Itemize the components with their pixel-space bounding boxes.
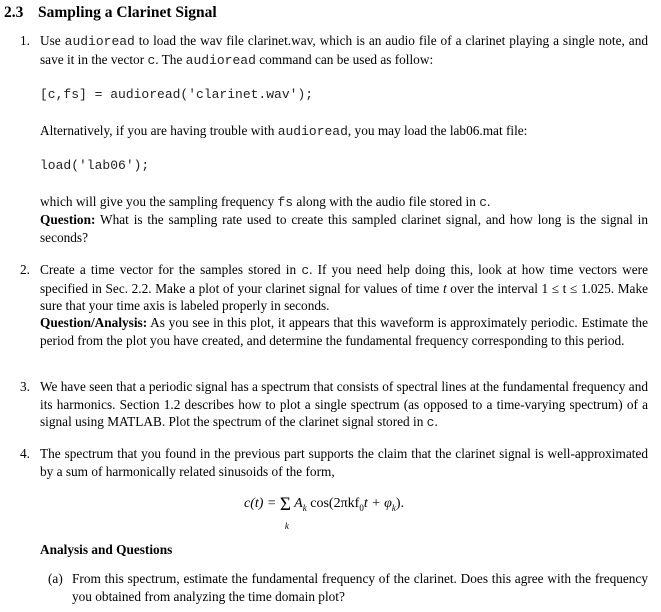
- alternative-paragraph: [40, 122, 648, 141]
- after-paragraph: [40, 193, 648, 212]
- math-var: t: [442, 280, 447, 296]
- text-run: .: [434, 414, 438, 429]
- equation-term: ).: [395, 496, 405, 511]
- text-run: , you may load the lab06.mat file:: [347, 123, 528, 138]
- equation-term: cos(2πkf: [306, 496, 360, 511]
- math-interval: 1 ≤ t ≤ 1.025: [541, 280, 611, 296]
- text-run: Create a time vector for the samples stored in: [40, 262, 302, 277]
- text-run: Use: [40, 33, 65, 48]
- item2-paragraph: [40, 261, 648, 315]
- item-marker: 3.: [20, 379, 30, 394]
- code-line-audioread: [c,fs] = audioread('clarinet.wav');: [40, 87, 314, 102]
- text-run: . The: [155, 51, 186, 67]
- item2-analysis: [40, 314, 648, 349]
- text-run: As you see in this plot, it appears that this waveform is approximately periodic. Estimate the period from the plot you have created, and determine the fundamental frequency corresponding to this period.: [40, 315, 648, 348]
- text-run: to load the wav file clarinet.wav, which is an audio file of a clarinet playing a single note, and save it in the vector: [40, 33, 648, 67]
- code-term: c: [479, 195, 487, 210]
- text-run: Alternatively, if you are having trouble with: [40, 123, 278, 138]
- question-label: Question/Analysis:: [40, 315, 148, 330]
- equation-subscript: 0: [359, 502, 364, 513]
- summation-index: k: [284, 521, 289, 531]
- text-run: over the interval: [446, 280, 542, 296]
- analysis-a-paragraph: From this spectrum, estimate the fundamental frequency of the clarinet. Does this agree with the frequency you obtained from analyzing the time domain plot?: [72, 571, 648, 604]
- equation-subscript: k: [391, 502, 396, 513]
- section-heading: [4, 4, 217, 22]
- text-run: along with the audio file stored in: [293, 194, 480, 209]
- section-number: 2.3: [4, 4, 24, 21]
- code-term: c: [301, 263, 310, 278]
- section-title: Sampling a Clarinet Signal: [38, 4, 217, 21]
- equation-term: A: [290, 496, 303, 511]
- item-marker: 4.: [20, 446, 30, 461]
- code-term: fs: [277, 195, 294, 210]
- item4-paragraph: The spectrum that you found in the previous part supports the claim that the clarinet signal is well-approximated by a sum of harmonically related sinusoids of the form,: [40, 446, 648, 479]
- text-run: . If you need help doing this, look at how time vectors were specified in Sec. 2.2. Make a plot of your clarinet signal for values of time: [40, 262, 648, 296]
- code-line-load: load('lab06');: [40, 158, 150, 173]
- question-label: Question:: [40, 212, 96, 227]
- item3-paragraph: [40, 378, 648, 432]
- code-term: audioread: [64, 34, 135, 49]
- sigma: Σ: [279, 494, 291, 515]
- equation-term: t + φ: [363, 496, 392, 511]
- equation-subscript: k: [302, 502, 307, 513]
- text-run: .: [487, 194, 491, 209]
- item-marker: 2.: [20, 262, 30, 277]
- summation-symbol: [279, 494, 291, 531]
- text-run: command can be used as follow:: [255, 51, 434, 67]
- question-paragraph: [40, 211, 648, 246]
- item-marker: 1.: [20, 33, 30, 48]
- item1-paragraph: [40, 32, 648, 69]
- code-term: c: [426, 415, 435, 430]
- item-marker: (a): [48, 571, 63, 586]
- code-term: c: [147, 52, 156, 68]
- text-run: . Make sure that your time axis is labeled properly in seconds.: [40, 280, 648, 313]
- text-run: What is the sampling rate used to create this sampled clarinet signal, and how long is the signal in seconds?: [40, 212, 648, 245]
- text-run: We have seen that a periodic signal has a spectrum that consists of spectral lines at the fundamental frequency and its harmonics. Section 1.2 describes how to plot a single spectrum (as opposed to a time-varying spectrum) of a signal using MATLAB. Plot the spectrum of the clarinet signal stored in: [40, 379, 648, 429]
- code-term: audioread: [185, 52, 256, 68]
- code-term: audioread: [277, 124, 348, 139]
- equation-lhs: c(t) =: [244, 496, 280, 511]
- fourier-series-equation: [244, 494, 405, 531]
- analysis-heading: Analysis and Questions: [40, 542, 173, 557]
- text-run: which will give you the sampling frequency: [40, 194, 278, 209]
